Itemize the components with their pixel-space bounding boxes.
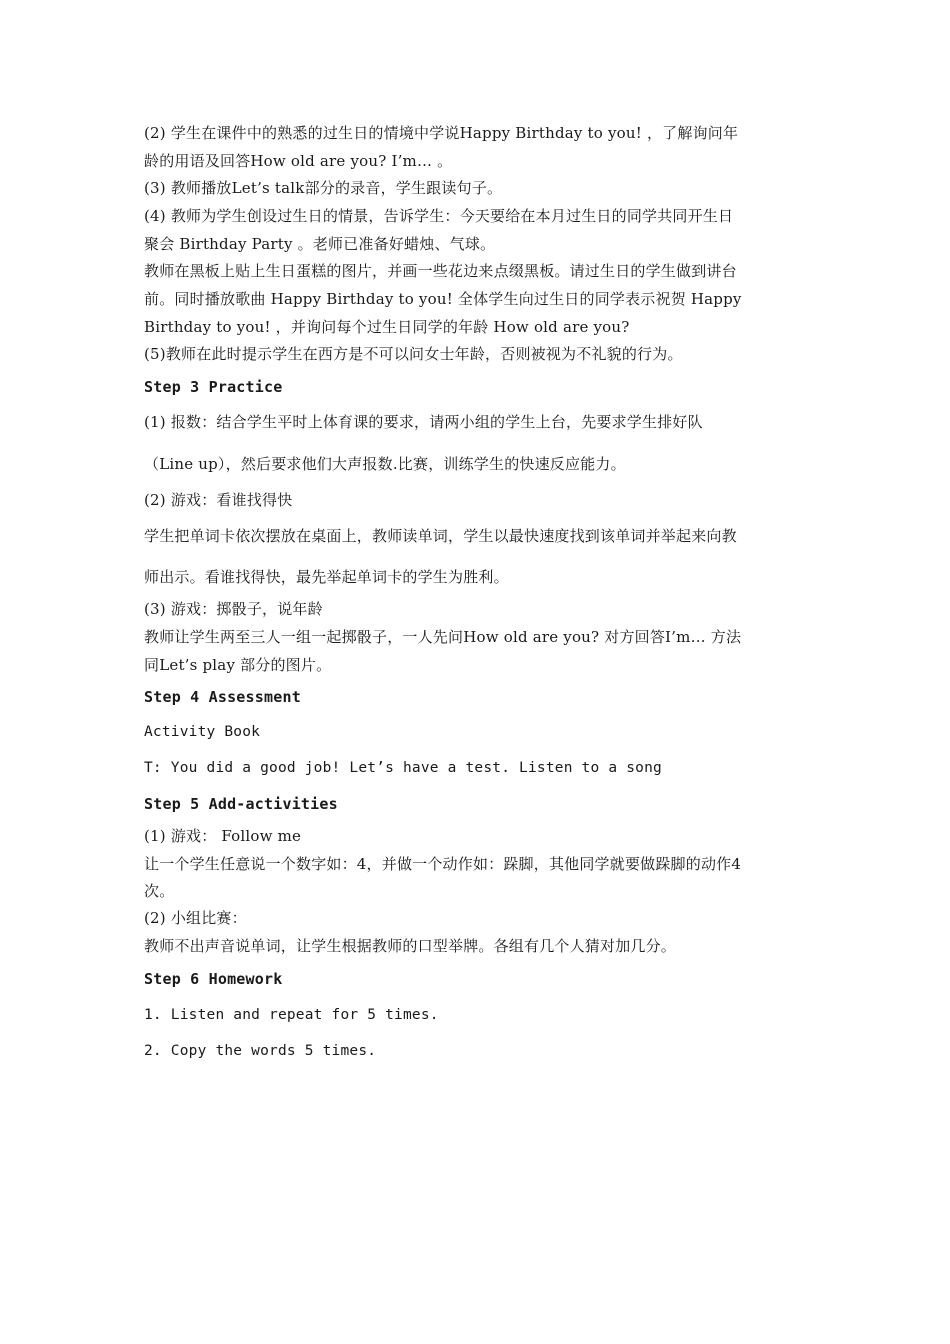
add-2-line1: 教师不出声音说单词，让学生根据教师的口型举牌。各组有几个人猜对加几分。 bbox=[144, 937, 677, 955]
heading-step3: Step 3 Practice bbox=[144, 378, 283, 396]
practice-1-line1: (1) 报数：结合学生平时上体育课的要求，请两小组的学生上台，先要求学生排好队 bbox=[144, 413, 703, 431]
assessment-line: T: You did a good job! Let’s have a test. Listen to a song bbox=[144, 760, 662, 776]
practice-2-line1: 学生把单词卡依次摆放在桌面上，教师读单词，学生以最快速度找到该单词并举起来向教 bbox=[144, 527, 737, 545]
para-2-line1: (2) 学生在课件中的熟悉的过生日的情境中学说Happy Birthday to you! ，了解询问年 bbox=[144, 124, 739, 142]
para-blackboard-line2: 前。同时播放歌曲 Happy Birthday to you! 全体学生向过生日的同学表示祝贺 Happy bbox=[144, 290, 742, 308]
para-4-line1: (4) 教师为学生创设过生日的情景，告诉学生：今天要给在本月过生日的同学共同开生日 bbox=[144, 207, 734, 225]
practice-2-line2: 师出示。看谁找得快，最先举起单词卡的学生为胜利。 bbox=[144, 568, 509, 586]
para-5: (5)教师在此时提示学生在西方是不可以问女士年龄，否则被视为不礼貌的行为。 bbox=[144, 345, 683, 363]
activity-book: Activity Book bbox=[144, 724, 261, 740]
homework-2: 2. Copy the words 5 times. bbox=[144, 1043, 377, 1059]
add-1-line1: 让一个学生任意说一个数字如：4，并做一个动作如：跺脚，其他同学就要做跺脚的动作4 bbox=[144, 855, 742, 873]
para-4-line2: 聚会 Birthday Party 。老师已准备好蜡烛、气球。 bbox=[144, 235, 496, 253]
homework-1: 1. Listen and repeat for 5 times. bbox=[144, 1007, 439, 1023]
practice-3-line2: 同Let’s play 部分的图片。 bbox=[144, 656, 332, 674]
practice-3-title: (3) 游戏：掷骰子，说年龄 bbox=[144, 600, 323, 618]
para-3: (3) 教师播放Let’s talk部分的录音，学生跟读句子。 bbox=[144, 179, 503, 197]
para-blackboard-line1: 教师在黑板上贴上生日蛋糕的图片，并画一些花边来点缀黑板。请过生日的学生做到讲台 bbox=[144, 262, 737, 280]
practice-2-title: (2) 游戏：看谁找得快 bbox=[144, 491, 293, 509]
add-1-line2: 次。 bbox=[144, 882, 175, 900]
practice-1-line2: （Line up），然后要求他们大声报数.比赛，训练学生的快速反应能力。 bbox=[144, 455, 626, 473]
para-2-line2: 龄的用语及回答How old are you? I’m… 。 bbox=[144, 152, 453, 170]
add-1-title: (1) 游戏： Follow me bbox=[144, 827, 302, 845]
heading-step4: Step 4 Assessment bbox=[144, 688, 301, 706]
practice-3-line1: 教师让学生两至三人一组一起掷骰子，一人先问How old are you? 对方回答I’m… 方法 bbox=[144, 628, 742, 646]
para-blackboard-line3: Birthday to you! ，并询问每个过生日同学的年龄 How old are you? bbox=[144, 318, 630, 336]
heading-step6: Step 6 Homework bbox=[144, 970, 283, 988]
add-2-title: (2) 小组比赛： bbox=[144, 909, 247, 927]
heading-step5: Step 5 Add-activities bbox=[144, 795, 338, 813]
